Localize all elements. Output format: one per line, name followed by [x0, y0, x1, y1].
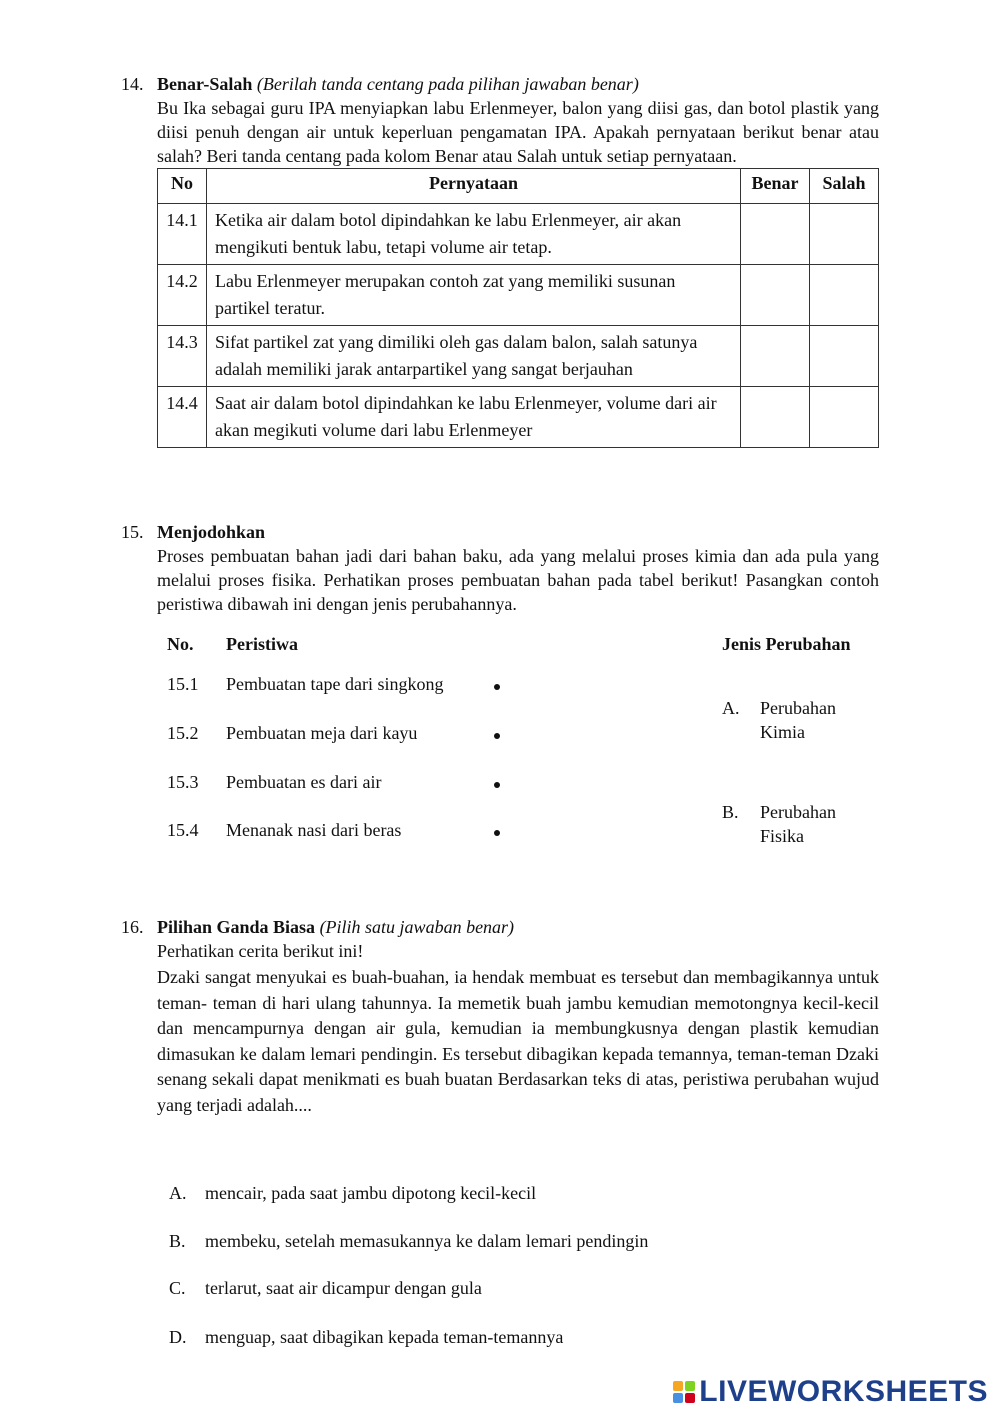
- question-15: [121, 520, 879, 862]
- item-number: 15.3: [167, 772, 199, 792]
- true-checkbox-cell[interactable]: [741, 204, 810, 265]
- option-line1: Perubahan: [760, 802, 836, 822]
- choice-letter: A.: [169, 1183, 187, 1203]
- choice-a[interactable]: [169, 1181, 536, 1205]
- match-option-b[interactable]: [722, 800, 836, 846]
- false-checkbox-cell[interactable]: [810, 265, 879, 326]
- match-dot-left[interactable]: [494, 782, 500, 788]
- question-14: [121, 72, 879, 448]
- item-text: Pembuatan es dari air: [226, 772, 382, 792]
- false-checkbox-cell[interactable]: [810, 204, 879, 265]
- row-statement: Saat air dalam botol dipindahkan ke labu Erlenmeyer, volume dari air akan megikuti volume dari labu Erlenmeyer: [207, 387, 741, 448]
- table-row: [158, 326, 879, 387]
- table-row: [158, 265, 879, 326]
- choice-letter: D.: [169, 1327, 187, 1347]
- choice-b[interactable]: [169, 1229, 648, 1253]
- question-number: 14.: [121, 74, 144, 94]
- question-type: Benar-Salah: [157, 74, 253, 94]
- choice-c[interactable]: [169, 1276, 482, 1300]
- row-statement: Ketika air dalam botol dipindahkan ke labu Erlenmeyer, air akan mengikuti bentuk labu, tetapi volume air tetap.: [207, 204, 741, 265]
- logo-text: LIVEWORKSHEETS: [699, 1375, 988, 1408]
- row-number: 14.1: [158, 204, 207, 265]
- choice-letter: B.: [169, 1231, 186, 1251]
- row-number: 14.4: [158, 387, 207, 448]
- true-checkbox-cell[interactable]: [741, 326, 810, 387]
- item-number: 15.4: [167, 820, 199, 840]
- false-checkbox-cell[interactable]: [810, 387, 879, 448]
- true-checkbox-cell[interactable]: [741, 387, 810, 448]
- row-statement: Sifat partikel zat yang dimiliki oleh gas dalam balon, salah satunya adalah memiliki jarak antarpartikel yang sangat berjauhan: [207, 326, 741, 387]
- header-no: No: [158, 169, 207, 204]
- question-type: Pilihan Ganda Biasa: [157, 917, 316, 937]
- false-checkbox-cell[interactable]: [810, 326, 879, 387]
- question-instruction: (Berilah tanda centang pada pilihan jawaban benar): [256, 74, 639, 94]
- table-header-row: [158, 169, 879, 204]
- option-line1: Perubahan: [760, 698, 836, 718]
- item-number: 15.1: [167, 674, 199, 694]
- header-false: Salah: [810, 169, 879, 204]
- matching-area: [157, 632, 879, 862]
- header-statement: Pernyataan: [207, 169, 741, 204]
- match-dot-left[interactable]: [494, 684, 500, 690]
- option-line2: Fisika: [760, 826, 805, 846]
- item-number: 15.2: [167, 723, 199, 743]
- question-type: Menjodohkan: [157, 522, 266, 542]
- question-heading: [157, 72, 879, 96]
- table-row: [158, 204, 879, 265]
- liveworksheets-logo: [673, 1375, 988, 1408]
- header-no: No.: [167, 634, 194, 654]
- header-change-type: Jenis Perubahan: [722, 634, 851, 654]
- header-true: Benar: [741, 169, 810, 204]
- row-number: 14.3: [158, 326, 207, 387]
- true-checkbox-cell[interactable]: [741, 265, 810, 326]
- choice-text: terlarut, saat air dicampur dengan gula: [205, 1278, 482, 1298]
- question-number: 15.: [121, 522, 144, 542]
- question-16: [121, 915, 879, 1118]
- option-letter: B.: [722, 802, 739, 822]
- match-option-a[interactable]: [722, 696, 836, 742]
- question-intro: Bu Ika sebagai guru IPA menyiapkan labu Erlenmeyer, balon yang diisi gas, dan botol plastik yang diisi penuh dengan air untuk keperluan pengamatan IPA. Apakah pernyataan berikut benar atau salah? Beri tanda centang pada kolom Benar atau Salah untuk setiap pernyataan.: [157, 98, 879, 166]
- row-number: 14.2: [158, 265, 207, 326]
- item-text: Menanak nasi dari beras: [226, 820, 402, 840]
- question-heading: [157, 915, 879, 939]
- match-dot-left[interactable]: [494, 733, 500, 739]
- choice-text: membeku, setelah memasukannya ke dalam lemari pendingin: [205, 1231, 649, 1251]
- header-event: Peristiwa: [226, 634, 298, 654]
- table-row: [158, 387, 879, 448]
- match-dot-left[interactable]: [494, 830, 500, 836]
- question-instruction: (Pilih satu jawaban benar): [319, 917, 515, 937]
- story-text: Dzaki sangat menyukai es buah-buahan, ia hendak membuat es tersebut dan membagikannya untuk teman- teman di hari ulang tahunnya. Ia memetik buah jambu kemudian memotongnya kecil-kecil dan mencampurnya dengan air gula, kemudian ia membungkusnya dengan plastik kemudian dimasukan ke dalam lemari pendingin. Es tersebut dibagikan kepada temannya, teman-teman Dzaki senang sekali dapat menikmati es buah buatan Berdasarkan teks di atas, peristiwa perubahan wujud yang terjadi adalah....: [157, 967, 879, 1115]
- choice-d[interactable]: [169, 1325, 563, 1349]
- story-lead: Perhatikan cerita berikut ini!: [157, 941, 364, 961]
- question-intro: Proses pembuatan bahan jadi dari bahan baku, ada yang melalui proses kimia dan ada pula yang melalui proses fisika. Perhatikan proses pembuatan bahan pada tabel berikut! Pasangkan contoh peristiwa dibawah ini dengan jenis perubahannya.: [157, 546, 879, 614]
- true-false-table: [157, 168, 879, 448]
- logo-squares-icon: [673, 1381, 695, 1403]
- item-text: Pembuatan tape dari singkong: [226, 674, 444, 694]
- option-letter: A.: [722, 698, 740, 718]
- question-heading: [157, 520, 879, 544]
- item-text: Pembuatan meja dari kayu: [226, 723, 418, 743]
- option-line2: Kimia: [760, 722, 805, 742]
- row-statement: Labu Erlenmeyer merupakan contoh zat yang memiliki susunan partikel teratur.: [207, 265, 741, 326]
- choice-text: menguap, saat dibagikan kepada teman-temannya: [205, 1327, 564, 1347]
- choice-text: mencair, pada saat jambu dipotong kecil-kecil: [205, 1183, 537, 1203]
- choice-letter: C.: [169, 1278, 186, 1298]
- question-number: 16.: [121, 917, 144, 937]
